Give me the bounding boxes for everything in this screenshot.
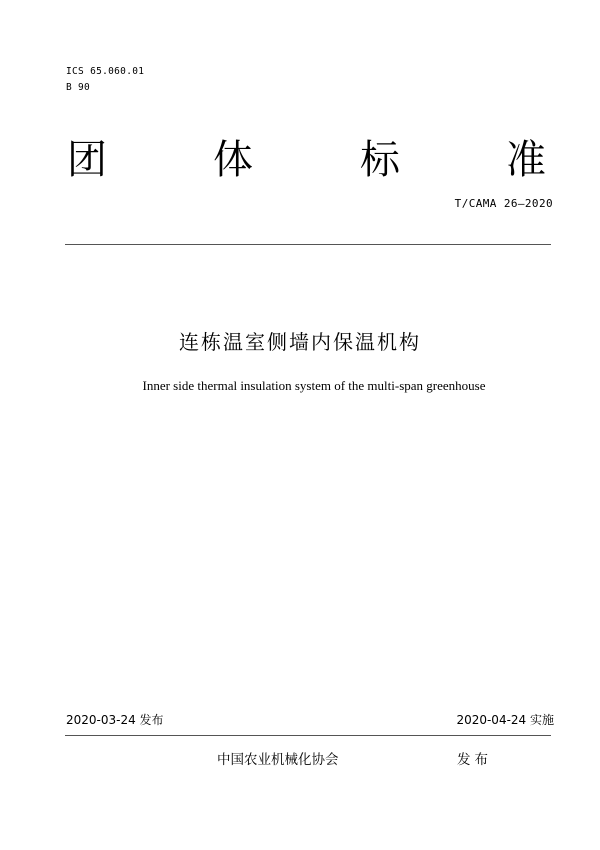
ccs-code: B 90	[66, 82, 91, 93]
top-divider	[65, 244, 551, 245]
document-type-char: 体	[213, 137, 253, 183]
standard-number: T/CAMA 26—2020	[454, 197, 553, 210]
document-type-char: 准	[506, 137, 546, 183]
issuing-organization: 中国农业机械化协会	[217, 752, 339, 768]
bottom-divider	[65, 735, 551, 736]
document-type-char: 团	[67, 137, 107, 183]
implementation-date: 2020-04-24 实施	[456, 713, 554, 727]
title-english: Inner side thermal insulation system of the multi-span greenhouse	[142, 378, 486, 393]
title-chinese: 连栋温室侧墙内保温机构	[179, 330, 421, 354]
issue-date: 2020-03-24 发布	[66, 713, 164, 727]
publish-label: 发布	[457, 752, 492, 768]
document-type-heading	[64, 134, 554, 186]
ics-code: ICS 65.060.01	[66, 66, 145, 77]
document-type-char: 标	[360, 137, 400, 183]
